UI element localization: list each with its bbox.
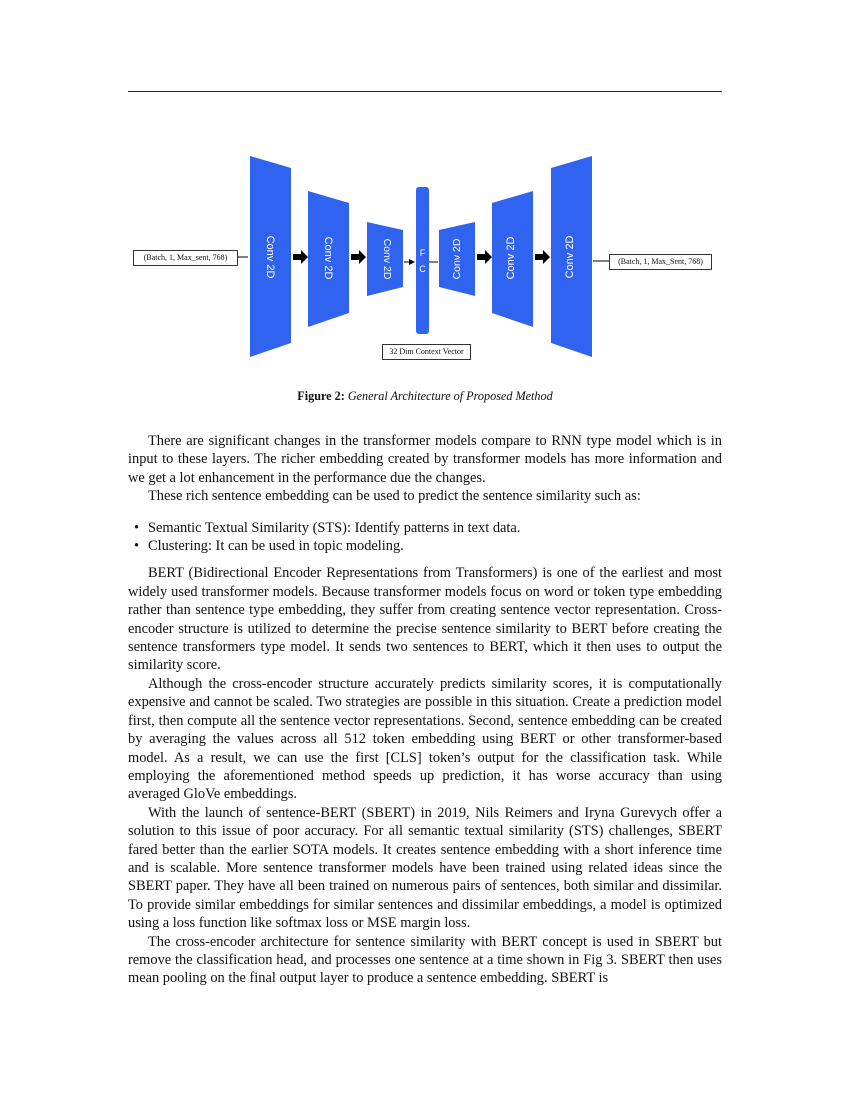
architecture-diagram <box>0 0 850 380</box>
paragraph: The cross-encoder architecture for sentence similarity with BERT concept is used in SBERT but remove the classification head, and processes one sentence at a time shown in Fig 3. SBERT then uses mean pooling on the final output layer to produce a sentence embedding. SBERT is <box>128 933 722 987</box>
encoder-conv-label-1: Conv 2D <box>264 235 277 279</box>
paragraph: These rich sentence embedding can be used to predict the sentence similarity such as: <box>148 488 641 505</box>
fc-label-line1: F <box>419 248 426 258</box>
fc-label-line2: C <box>419 264 426 274</box>
encoder-conv-label-3: Conv 2D <box>381 238 394 280</box>
flow-arrow <box>293 250 308 264</box>
flow-arrow <box>477 250 492 264</box>
paragraph: BERT (Bidirectional Encoder Representations from Transformers) is one of the earliest and most widely used transformer models. Because transformer models focus on word or token type embedding rather than sentence type embedding, they suffer from creating sentence vector representation. Cross-encoder structure is utilized to determine the precise sentence similarity to BERT before creating the sentence transformers type model. It sends two sentences to BERT, which it then uses to output the similarity score. <box>128 565 722 674</box>
bullet-list <box>128 519 722 556</box>
decoder-conv-label-2: Conv 2D <box>504 236 517 280</box>
list-item: • Clustering: It can be used in topic modeling. <box>128 537 722 555</box>
flow-arrow <box>351 250 366 264</box>
output-shape-label: (Batch, 1, Max_Sent, 768) <box>609 254 712 270</box>
body-text <box>128 432 722 988</box>
caption-label: Figure 2: <box>297 389 345 403</box>
encoder-conv-label-2: Conv 2D <box>322 236 335 280</box>
caption-text: General Architecture of Proposed Method <box>347 389 553 403</box>
paragraph: There are significant changes in the transformer models compare to RNN type model which is in input to these layers. The richer embedding created by transformer models has more information and we get a lot enhancement in the performance due the changes. <box>128 433 722 486</box>
paragraph: With the launch of sentence-BERT (SBERT) in 2019, Nils Reimers and Iryna Gurevych offer a solution to this issue of poor accuracy. For all semantic textual similarity (STS) challenges, SBERT fared better than the earlier SOTA models. It creates sentence embedding with a short inference time and is scalable. More sentence transformer models have been trained using related ideas since the SBERT paper. They have all been trained on numerous pairs of sentences, both similar and dissimilar. To provide similar embeddings for similar sentences and dissimilar embeddings, a model is optimized using a loss function like softmax loss or MSE margin loss. <box>128 804 722 932</box>
context-vector-label: 32 Dim Context Vector <box>382 344 471 360</box>
paragraph: Although the cross-encoder structure accurately predicts similarity scores, it is computationally expensive and cannot be scaled. Two strategies are possible in this situation. Create a prediction model first, then compute all the sentence vector representations. Second, sentence embedding can be created by averaging the values across all 512 token embedding using BERT or other transformer-based model. As a result, we can use the first [CLS] token’s output for the classification task. While employing the aforementioned method speeds up prediction, it has worse accuracy than using averaged GloVe embeddings. <box>128 675 722 803</box>
input-shape-label: (Batch, 1, Max_sent, 768) <box>133 250 238 266</box>
figure-caption <box>0 389 850 404</box>
flow-arrow <box>535 250 550 264</box>
decoder-conv-label-3: Conv 2D <box>563 235 576 279</box>
decoder-conv-label-1: Conv 2D <box>450 238 463 280</box>
fc-layer-block <box>416 187 429 334</box>
list-item: • Semantic Textual Similarity (STS): Identify patterns in text data. <box>128 519 722 537</box>
